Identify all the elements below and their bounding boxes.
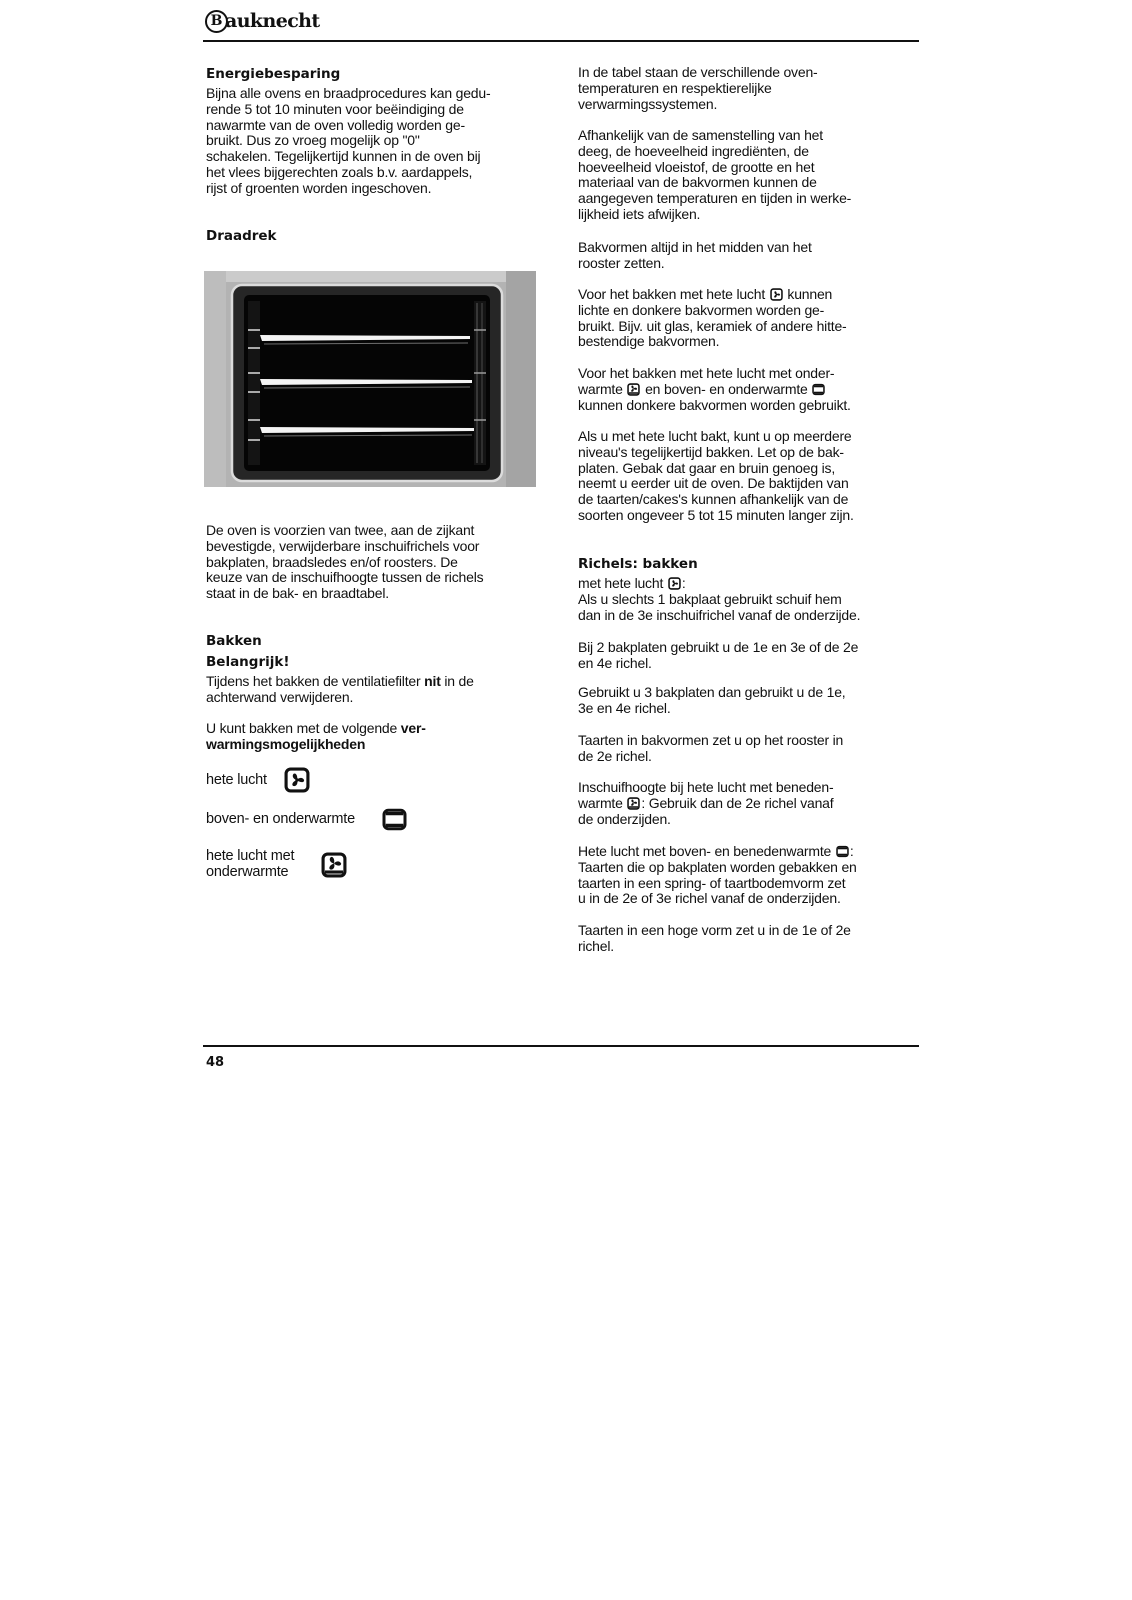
text-run: De oven is voorzien van twee, aan de zijkant xyxy=(206,522,475,538)
text-run: kunnen donkere bakvormen worden gebruikt. xyxy=(578,396,851,413)
text-run: materiaal van de bakvormen kunnen de xyxy=(578,174,817,191)
text-run: de onderzijden. xyxy=(578,810,671,827)
text-run: Inschuifhoogte bij hete lucht met beneden- xyxy=(578,779,834,795)
text-run: Voor het bakken met hete lucht xyxy=(578,286,769,302)
text-run: In de tabel staan de verschillende oven- xyxy=(578,64,818,80)
text-run: Afhankelijk van de samenstelling van het xyxy=(578,127,823,143)
text-run: in de xyxy=(440,673,474,689)
text-line xyxy=(578,445,854,461)
text-line xyxy=(578,576,860,592)
text-line xyxy=(578,160,851,176)
shelf-hot-air-bottom-text xyxy=(578,780,833,827)
option-hot-air-label xyxy=(206,773,267,789)
heading-important: Belangrijk! xyxy=(206,654,290,670)
text-run: Taarten die op bakplaten worden gebakken en xyxy=(578,858,857,875)
text-run: temperaturen en respektierelijke xyxy=(578,79,772,96)
text-line xyxy=(206,865,294,881)
text-run: keuze van de inschuifhoogte tussen de richels xyxy=(206,569,484,586)
photo-background-right xyxy=(506,271,536,487)
text-line xyxy=(578,939,851,955)
text-line xyxy=(206,555,483,571)
table-intro-text xyxy=(578,65,818,112)
text-run: neemt u eerder uit de oven. De baktijden van xyxy=(578,475,849,492)
text-line xyxy=(578,891,857,907)
wire-rack-text xyxy=(206,523,483,602)
top-bottom-heat-icon xyxy=(812,383,825,396)
text-line xyxy=(206,586,483,602)
text-line xyxy=(578,256,812,272)
filter-warning-text xyxy=(206,674,474,706)
text-line xyxy=(578,812,833,828)
text-line xyxy=(578,749,843,765)
text-run: rijst of groenten worden ingeschoven. xyxy=(206,179,432,196)
text-run: lijkheid iets afwijken. xyxy=(578,205,701,222)
text-run: Als u slechts 1 bakplaat gebruikt schuif hem xyxy=(578,590,842,607)
text-run: taarten in een spring- of taartbodemvorm zet xyxy=(578,874,846,891)
text-run: hete lucht met xyxy=(206,848,295,864)
heading-wire-rack: Draadrek xyxy=(206,228,277,244)
text-run: platen. Gebak dat gaar en bruin genoeg is, xyxy=(578,459,836,476)
page-number: 48 xyxy=(206,1055,225,1070)
text-line xyxy=(206,181,490,197)
text-run: het vlees bijgerechten zoals b.v. aardappels, xyxy=(206,163,473,180)
option-hot-air-bottom-heat-label xyxy=(206,849,294,881)
text-line xyxy=(578,128,851,144)
text-run: bestendige bakvormen. xyxy=(578,333,720,350)
option-top-bottom-heat-label xyxy=(206,812,355,828)
text-run: : xyxy=(681,575,686,591)
text-line xyxy=(578,303,847,319)
text-line xyxy=(578,656,858,672)
text-line xyxy=(578,429,854,445)
text-run: de taarten/cakes's kunnen afhankelijk van de xyxy=(578,491,849,508)
text-run: rooster zetten. xyxy=(578,254,665,271)
text-run: hoeveelheid vloeistof, de grootte en het xyxy=(578,158,815,175)
text-line xyxy=(578,461,854,477)
top-bottom-heat-icon xyxy=(836,845,849,858)
oven-rack-illustration xyxy=(204,271,536,487)
text-line xyxy=(206,690,474,706)
text-line xyxy=(578,685,846,701)
right-side-rail xyxy=(474,301,486,465)
text-run: soorten ongeveer 5 tot 15 minuten langer zijn. xyxy=(578,506,854,523)
text-line xyxy=(578,592,860,608)
text-run: warmte xyxy=(578,380,627,397)
text-run: Bakvormen altijd in het midden van het xyxy=(578,239,812,255)
heading-shelf-positions: Richels: bakken xyxy=(578,556,698,572)
text-run: hete lucht xyxy=(206,772,267,788)
heading-baking: Bakken xyxy=(206,633,262,649)
text-run: staat in de bak- en braadtabel. xyxy=(206,585,389,602)
text-line xyxy=(206,721,426,737)
text-run: lichte en donkere bakvormen worden ge- xyxy=(578,301,825,318)
hot-air-icon xyxy=(284,767,310,793)
text-line xyxy=(578,191,851,207)
text-line xyxy=(578,334,847,350)
text-run: : xyxy=(849,843,854,859)
text-line xyxy=(578,97,818,113)
hot-air-tins-text xyxy=(578,287,847,350)
text-run: de 2e richel. xyxy=(578,747,652,764)
text-run: deeg, de hoeveelheid ingrediënten, de xyxy=(578,142,809,159)
shelf-three-trays-text xyxy=(578,685,846,717)
hot-air-icon xyxy=(770,288,783,301)
text-run: richel. xyxy=(578,937,614,954)
text-line xyxy=(206,133,490,149)
text-line xyxy=(578,382,851,398)
text-line xyxy=(578,81,818,97)
text-run: niveau's tegelijkertijd bakken. Let op de bak- xyxy=(578,443,844,460)
shelf-top-bottom-text xyxy=(578,844,857,907)
text-line xyxy=(578,780,833,796)
hot-air-bottom-heat-icon xyxy=(627,383,640,396)
text-line xyxy=(578,608,860,624)
text-line xyxy=(206,674,474,690)
text-line xyxy=(578,366,851,382)
energy-saving-text xyxy=(206,86,490,197)
text-line xyxy=(578,65,818,81)
text-run: aangegeven temperaturen en tijden in werke- xyxy=(578,190,852,207)
text-run: bevestigde, verwijderbare inschuifrichels voor xyxy=(206,537,480,554)
text-run: u in de 2e of 3e richel vanaf de onderzijden. xyxy=(578,890,841,907)
text-line xyxy=(206,118,490,134)
text-line xyxy=(578,508,854,524)
text-run: dan in de 3e inschuifrichel vanaf de onderzijde. xyxy=(578,606,861,623)
text-run: en 4e richel. xyxy=(578,654,652,671)
text-run: Gebruikt u 3 bakplaten dan gebruikt u de 1e, xyxy=(578,684,846,700)
shelf-tins-text xyxy=(578,733,843,765)
hot-air-icon xyxy=(668,577,681,590)
text-line xyxy=(578,923,851,939)
logo-wordmark: auknecht xyxy=(225,10,320,32)
text-run: : Gebruik dan de 2e richel vanaf xyxy=(641,794,834,811)
text-run: boven- en onderwarmte xyxy=(206,811,355,827)
heating-options-intro xyxy=(206,721,426,753)
text-line xyxy=(578,796,833,812)
text-run: Taarten in bakvormen zet u op het rooster in xyxy=(578,732,844,748)
text-run: rende 5 tot 10 minuten voor beëindiging de xyxy=(206,100,464,117)
text-run: warmte xyxy=(578,794,627,811)
text-line xyxy=(578,701,846,717)
text-run: bruikt. Bijv. uit glas, keramiek of andere hitte- xyxy=(578,317,847,334)
text-line xyxy=(206,539,483,555)
text-line xyxy=(578,492,854,508)
top-bottom-heat-icon xyxy=(382,807,407,832)
text-run: Voor het bakken met hete lucht met onder- xyxy=(578,365,835,381)
text-run: Bij 2 bakplaten gebruikt u de 1e en 3e of de 2e xyxy=(578,639,859,655)
bottom-divider xyxy=(203,1045,919,1047)
photo-background-top xyxy=(204,271,536,282)
text-line xyxy=(578,876,857,892)
hot-air-bottom-heat-icon xyxy=(321,852,347,878)
text-line xyxy=(578,476,854,492)
text-run: met hete lucht xyxy=(578,575,667,591)
text-line xyxy=(206,773,267,789)
multi-level-baking-text xyxy=(578,429,854,524)
text-line xyxy=(206,149,490,165)
text-run: kunnen xyxy=(783,286,833,302)
text-run: Tijdens het bakken de ventilatiefilter xyxy=(206,673,425,689)
text-run: bakplaten, braadsledes en/of roosters. De xyxy=(206,553,458,570)
logo-initial: B xyxy=(205,10,228,33)
text-line xyxy=(206,86,490,102)
bold-text: warmingsmogelijkheden xyxy=(206,735,366,752)
bauknecht-logo xyxy=(205,8,320,34)
text-line xyxy=(206,523,483,539)
text-line xyxy=(206,737,426,753)
text-line xyxy=(578,319,847,335)
text-run: schakelen. Tegelijkertijd kunnen in de oven bij xyxy=(206,148,481,165)
text-line xyxy=(578,207,851,223)
text-run: Taarten in een hoge vorm zet u in de 1e of 2e xyxy=(578,922,851,938)
text-run: Als u met hete lucht bakt, kunt u op meerdere xyxy=(578,428,852,444)
text-line xyxy=(578,844,857,860)
shelf-high-tin-text xyxy=(578,923,851,955)
text-line xyxy=(578,398,851,414)
shelf-one-tray-text xyxy=(578,576,860,623)
bold-text: nit xyxy=(424,673,441,689)
text-run: Hete lucht met boven- en benedenwarmte xyxy=(578,843,835,859)
text-run: nawarmte van de oven volledig worden ge- xyxy=(206,116,465,133)
text-run: Bijna alle ovens en braadprocedures kan gedu- xyxy=(206,85,491,101)
dark-tins-text xyxy=(578,366,851,413)
heading-energy-saving: Energiebesparing xyxy=(206,66,341,82)
text-run: onderwarmte xyxy=(206,863,289,880)
text-line xyxy=(578,733,843,749)
text-run: achterwand verwijderen. xyxy=(206,688,354,705)
text-line xyxy=(206,570,483,586)
tin-placement-text xyxy=(578,240,812,272)
text-line xyxy=(578,175,851,191)
text-run: verwarmingssystemen. xyxy=(578,95,718,112)
text-line xyxy=(206,102,490,118)
photo-background-left xyxy=(204,271,226,487)
text-run: en boven- en onderwarmte xyxy=(641,380,812,397)
text-line xyxy=(578,240,812,256)
bold-text: ver- xyxy=(400,720,426,736)
text-run: bruikt. Dus zo vroeg mogelijk op "0" xyxy=(206,132,420,149)
text-line xyxy=(206,165,490,181)
text-line xyxy=(578,860,857,876)
text-line xyxy=(206,812,355,828)
text-run: U kunt bakken met de volgende xyxy=(206,720,401,736)
text-line xyxy=(578,640,858,656)
top-divider xyxy=(203,40,919,42)
text-line xyxy=(578,287,847,303)
shelf-two-trays-text xyxy=(578,640,858,672)
text-line xyxy=(206,849,294,865)
hot-air-bottom-heat-icon xyxy=(627,797,640,810)
deviation-note-text xyxy=(578,128,851,223)
text-line xyxy=(578,144,851,160)
text-run: 3e en 4e richel. xyxy=(578,699,671,716)
